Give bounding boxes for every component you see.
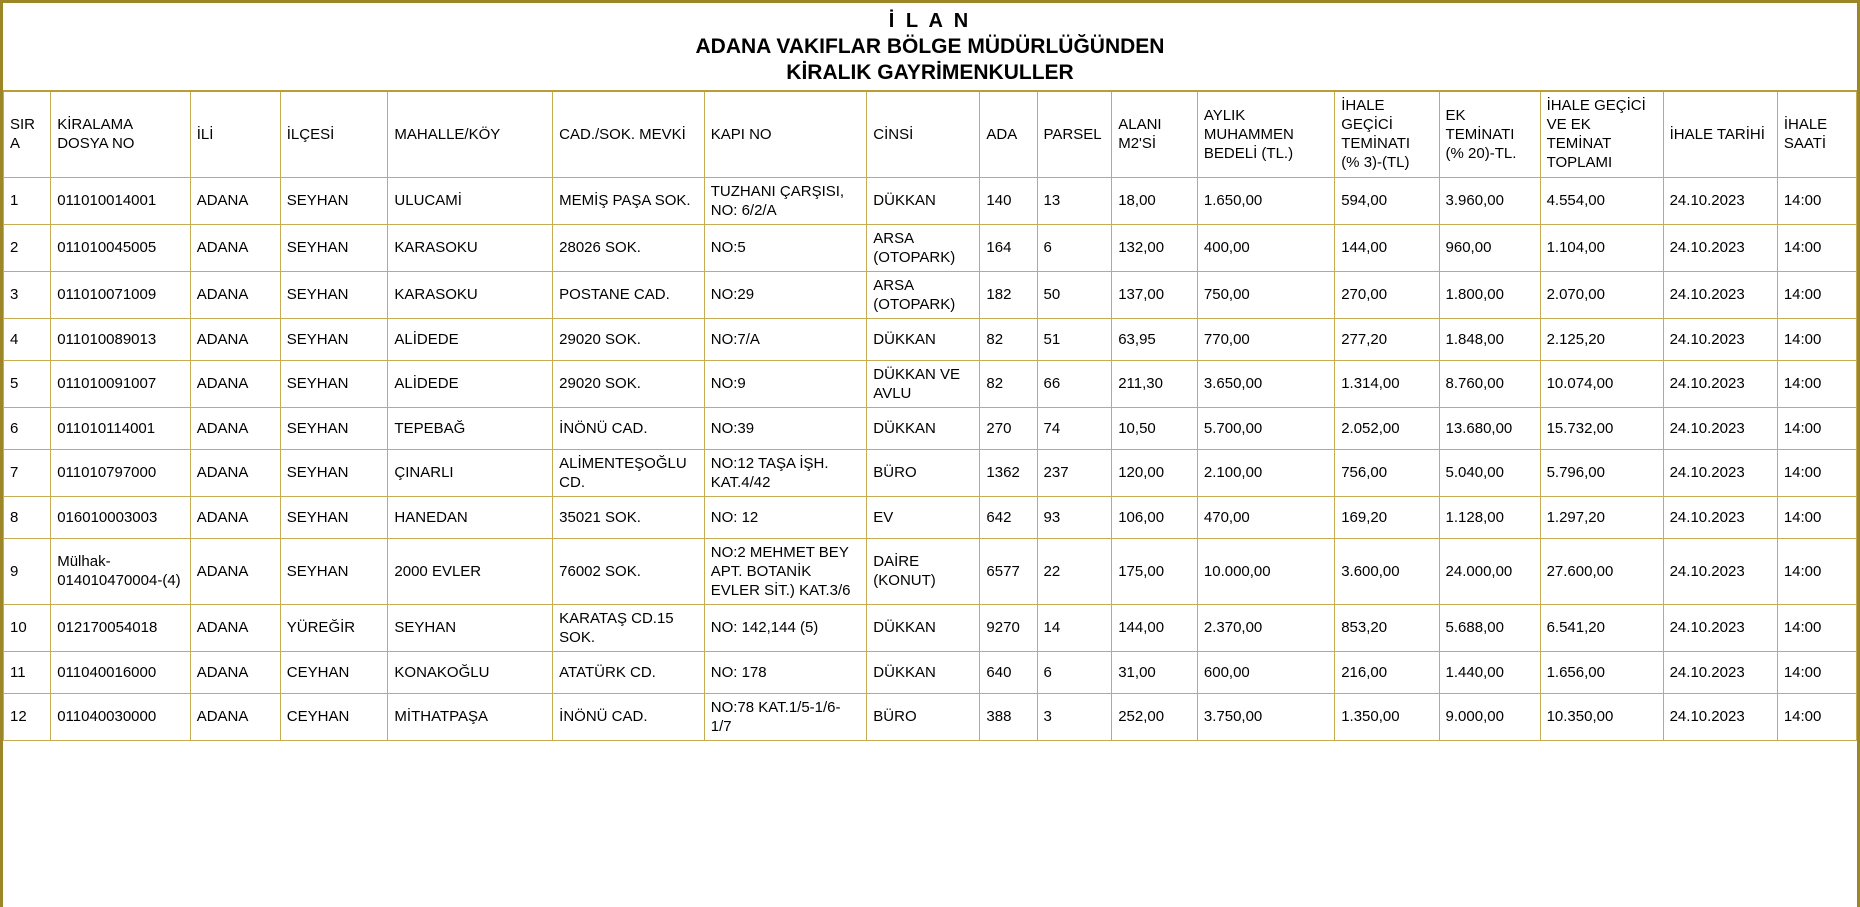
cell-mahalle: 2000 EVLER	[388, 538, 553, 604]
cell-sira: 6	[4, 407, 51, 449]
cell-ada: 164	[980, 224, 1037, 271]
cell-ihale-tarihi: 24.10.2023	[1663, 693, 1777, 740]
cell-ihale-saati: 14:00	[1777, 407, 1856, 449]
cell-gecici-teminat: 169,20	[1335, 496, 1439, 538]
cell-ihale-tarihi: 24.10.2023	[1663, 449, 1777, 496]
cell-gecici-teminat: 1.350,00	[1335, 693, 1439, 740]
cell-cinsi: DÜKKAN	[867, 651, 980, 693]
cell-sira: 4	[4, 318, 51, 360]
cell-cinsi: ARSA (OTOPARK)	[867, 224, 980, 271]
cell-cinsi: DÜKKAN	[867, 177, 980, 224]
cell-alan: 63,95	[1112, 318, 1198, 360]
cell-parsel: 14	[1037, 604, 1112, 651]
cell-alan: 211,30	[1112, 360, 1198, 407]
table-row	[4, 651, 1857, 693]
table-row	[4, 604, 1857, 651]
cell-gecici-teminat: 216,00	[1335, 651, 1439, 693]
cell-teminat-toplami: 6.541,20	[1540, 604, 1663, 651]
cell-sira: 11	[4, 651, 51, 693]
cell-parsel: 66	[1037, 360, 1112, 407]
cell-aylik-bedel: 5.700,00	[1197, 407, 1334, 449]
cell-mahalle: ULUCAMİ	[388, 177, 553, 224]
cell-parsel: 3	[1037, 693, 1112, 740]
cell-aylik-bedel: 3.650,00	[1197, 360, 1334, 407]
cell-alan: 31,00	[1112, 651, 1198, 693]
cell-gecici-teminat: 853,20	[1335, 604, 1439, 651]
cell-ilce: CEYHAN	[280, 651, 388, 693]
cell-ek-teminat: 24.000,00	[1439, 538, 1540, 604]
column-header-ek-teminat: EK TEMİNATI (% 20)-TL.	[1439, 91, 1540, 177]
cell-gecici-teminat: 594,00	[1335, 177, 1439, 224]
cell-ihale-saati: 14:00	[1777, 651, 1856, 693]
cell-ek-teminat: 960,00	[1439, 224, 1540, 271]
cell-cadde: İNÖNÜ CAD.	[553, 407, 705, 449]
cell-aylik-bedel: 600,00	[1197, 651, 1334, 693]
cell-sira: 3	[4, 271, 51, 318]
cell-mahalle: ALİDEDE	[388, 360, 553, 407]
listing-table-wrapper	[3, 90, 1857, 907]
cell-kapi-no: TUZHANI ÇARŞISI, NO: 6/2/A	[704, 177, 867, 224]
cell-ilce: YÜREĞİR	[280, 604, 388, 651]
cell-ilce: SEYHAN	[280, 538, 388, 604]
cell-teminat-toplami: 4.554,00	[1540, 177, 1663, 224]
cell-parsel: 237	[1037, 449, 1112, 496]
cell-sira: 5	[4, 360, 51, 407]
cell-gecici-teminat: 3.600,00	[1335, 538, 1439, 604]
cell-dosya-no: 011010045005	[51, 224, 190, 271]
cell-ihale-saati: 14:00	[1777, 177, 1856, 224]
cell-kapi-no: NO: 12	[704, 496, 867, 538]
cell-il: ADANA	[190, 449, 280, 496]
column-header-cinsi: CİNSİ	[867, 91, 980, 177]
cell-aylik-bedel: 750,00	[1197, 271, 1334, 318]
table-row	[4, 177, 1857, 224]
cell-ihale-tarihi: 24.10.2023	[1663, 177, 1777, 224]
cell-ilce: SEYHAN	[280, 449, 388, 496]
cell-teminat-toplami: 2.070,00	[1540, 271, 1663, 318]
cell-ihale-saati: 14:00	[1777, 496, 1856, 538]
cell-cinsi: DÜKKAN	[867, 407, 980, 449]
cell-il: ADANA	[190, 224, 280, 271]
cell-mahalle: ALİDEDE	[388, 318, 553, 360]
cell-kapi-no: NO:9	[704, 360, 867, 407]
cell-ilce: SEYHAN	[280, 496, 388, 538]
cell-gecici-teminat: 144,00	[1335, 224, 1439, 271]
table-row	[4, 360, 1857, 407]
cell-ada: 388	[980, 693, 1037, 740]
cell-aylik-bedel: 470,00	[1197, 496, 1334, 538]
cell-ihale-saati: 14:00	[1777, 693, 1856, 740]
cell-il: ADANA	[190, 177, 280, 224]
cell-mahalle: KARASOKU	[388, 224, 553, 271]
table-row	[4, 496, 1857, 538]
cell-mahalle: KONAKOĞLU	[388, 651, 553, 693]
cell-il: ADANA	[190, 693, 280, 740]
cell-ilce: SEYHAN	[280, 407, 388, 449]
cell-ek-teminat: 13.680,00	[1439, 407, 1540, 449]
cell-ada: 9270	[980, 604, 1037, 651]
cell-parsel: 74	[1037, 407, 1112, 449]
table-row	[4, 224, 1857, 271]
cell-teminat-toplami: 1.104,00	[1540, 224, 1663, 271]
cell-teminat-toplami: 10.350,00	[1540, 693, 1663, 740]
cell-cadde: 76002 SOK.	[553, 538, 705, 604]
cell-ilce: SEYHAN	[280, 177, 388, 224]
cell-ilce: SEYHAN	[280, 360, 388, 407]
cell-cinsi: DÜKKAN	[867, 604, 980, 651]
cell-parsel: 6	[1037, 224, 1112, 271]
cell-mahalle: MİTHATPAŞA	[388, 693, 553, 740]
page-title: İ L A N	[888, 10, 972, 32]
cell-mahalle: KARASOKU	[388, 271, 553, 318]
cell-mahalle: ÇINARLI	[388, 449, 553, 496]
cell-kapi-no: NO:5	[704, 224, 867, 271]
column-header-alan: ALANI M2'Sİ	[1112, 91, 1198, 177]
table-body	[4, 177, 1857, 740]
cell-parsel: 51	[1037, 318, 1112, 360]
cell-ek-teminat: 1.848,00	[1439, 318, 1540, 360]
cell-ihale-saati: 14:00	[1777, 604, 1856, 651]
cell-alan: 10,50	[1112, 407, 1198, 449]
cell-mahalle: HANEDAN	[388, 496, 553, 538]
cell-teminat-toplami: 15.732,00	[1540, 407, 1663, 449]
cell-kapi-no: NO:78 KAT.1/5-1/6-1/7	[704, 693, 867, 740]
cell-teminat-toplami: 27.600,00	[1540, 538, 1663, 604]
cell-alan: 106,00	[1112, 496, 1198, 538]
cell-ihale-tarihi: 24.10.2023	[1663, 224, 1777, 271]
cell-dosya-no: 011010114001	[51, 407, 190, 449]
document-title-block	[3, 3, 1857, 90]
cell-ek-teminat: 5.688,00	[1439, 604, 1540, 651]
listing-table	[3, 90, 1857, 741]
cell-cadde: 29020 SOK.	[553, 318, 705, 360]
cell-teminat-toplami: 1.656,00	[1540, 651, 1663, 693]
column-header-cadde: CAD./SOK. MEVKİ	[553, 91, 705, 177]
cell-sira: 8	[4, 496, 51, 538]
column-header-teminat-toplami: İHALE GEÇİCİ VE EK TEMİNAT TOPLAMI	[1540, 91, 1663, 177]
cell-cadde: MEMİŞ PAŞA SOK.	[553, 177, 705, 224]
cell-alan: 132,00	[1112, 224, 1198, 271]
cell-ihale-tarihi: 24.10.2023	[1663, 407, 1777, 449]
cell-cinsi: ARSA (OTOPARK)	[867, 271, 980, 318]
cell-ada: 270	[980, 407, 1037, 449]
cell-ek-teminat: 5.040,00	[1439, 449, 1540, 496]
cell-ilce: CEYHAN	[280, 693, 388, 740]
cell-gecici-teminat: 756,00	[1335, 449, 1439, 496]
cell-kapi-no: NO:7/A	[704, 318, 867, 360]
column-header-ilce: İLÇESİ	[280, 91, 388, 177]
cell-cadde: KARATAŞ CD.15 SOK.	[553, 604, 705, 651]
cell-sira: 12	[4, 693, 51, 740]
column-header-dosya-no: KİRALAMA DOSYA NO	[51, 91, 190, 177]
cell-dosya-no: 011040030000	[51, 693, 190, 740]
cell-kapi-no: NO: 142,144 (5)	[704, 604, 867, 651]
cell-dosya-no: 011010014001	[51, 177, 190, 224]
cell-sira: 1	[4, 177, 51, 224]
cell-aylik-bedel: 770,00	[1197, 318, 1334, 360]
column-header-sira: SIRA	[4, 91, 51, 177]
cell-ada: 640	[980, 651, 1037, 693]
table-row	[4, 538, 1857, 604]
cell-cinsi: DÜKKAN	[867, 318, 980, 360]
cell-sira: 10	[4, 604, 51, 651]
cell-ihale-saati: 14:00	[1777, 538, 1856, 604]
cell-cadde: 35021 SOK.	[553, 496, 705, 538]
cell-aylik-bedel: 10.000,00	[1197, 538, 1334, 604]
cell-ek-teminat: 3.960,00	[1439, 177, 1540, 224]
cell-aylik-bedel: 2.370,00	[1197, 604, 1334, 651]
cell-ihale-tarihi: 24.10.2023	[1663, 271, 1777, 318]
cell-ihale-tarihi: 24.10.2023	[1663, 604, 1777, 651]
cell-mahalle: SEYHAN	[388, 604, 553, 651]
cell-ihale-saati: 14:00	[1777, 224, 1856, 271]
cell-teminat-toplami: 10.074,00	[1540, 360, 1663, 407]
cell-ek-teminat: 9.000,00	[1439, 693, 1540, 740]
cell-aylik-bedel: 400,00	[1197, 224, 1334, 271]
cell-cinsi: BÜRO	[867, 449, 980, 496]
cell-sira: 9	[4, 538, 51, 604]
cell-gecici-teminat: 270,00	[1335, 271, 1439, 318]
cell-dosya-no: 011010797000	[51, 449, 190, 496]
column-header-parsel: PARSEL	[1037, 91, 1112, 177]
cell-ada: 140	[980, 177, 1037, 224]
column-header-kapi-no: KAPI NO	[704, 91, 867, 177]
cell-ek-teminat: 8.760,00	[1439, 360, 1540, 407]
cell-il: ADANA	[190, 604, 280, 651]
cell-cadde: İNÖNÜ CAD.	[553, 693, 705, 740]
cell-kapi-no: NO: 178	[704, 651, 867, 693]
cell-parsel: 50	[1037, 271, 1112, 318]
cell-alan: 137,00	[1112, 271, 1198, 318]
cell-ihale-tarihi: 24.10.2023	[1663, 651, 1777, 693]
cell-cinsi: EV	[867, 496, 980, 538]
cell-teminat-toplami: 2.125,20	[1540, 318, 1663, 360]
cell-parsel: 13	[1037, 177, 1112, 224]
cell-teminat-toplami: 5.796,00	[1540, 449, 1663, 496]
column-header-aylik-bedel: AYLIK MUHAMMEN BEDELİ (TL.)	[1197, 91, 1334, 177]
column-header-mahalle: MAHALLE/KÖY	[388, 91, 553, 177]
cell-ihale-tarihi: 24.10.2023	[1663, 538, 1777, 604]
cell-aylik-bedel: 1.650,00	[1197, 177, 1334, 224]
cell-ek-teminat: 1.128,00	[1439, 496, 1540, 538]
cell-ada: 642	[980, 496, 1037, 538]
cell-dosya-no: 011010071009	[51, 271, 190, 318]
cell-dosya-no: 011010091007	[51, 360, 190, 407]
cell-cadde: 29020 SOK.	[553, 360, 705, 407]
cell-alan: 252,00	[1112, 693, 1198, 740]
cell-aylik-bedel: 2.100,00	[1197, 449, 1334, 496]
cell-il: ADANA	[190, 318, 280, 360]
cell-parsel: 6	[1037, 651, 1112, 693]
column-header-il: İLİ	[190, 91, 280, 177]
cell-il: ADANA	[190, 651, 280, 693]
cell-ihale-saati: 14:00	[1777, 449, 1856, 496]
cell-cadde: 28026 SOK.	[553, 224, 705, 271]
cell-ilce: SEYHAN	[280, 224, 388, 271]
cell-cinsi: DÜKKAN VE AVLU	[867, 360, 980, 407]
cell-ada: 182	[980, 271, 1037, 318]
cell-kapi-no: NO:12 TAŞA İŞH. KAT.4/42	[704, 449, 867, 496]
table-header-row	[4, 91, 1857, 177]
cell-ek-teminat: 1.800,00	[1439, 271, 1540, 318]
cell-sira: 2	[4, 224, 51, 271]
cell-cinsi: DAİRE (KONUT)	[867, 538, 980, 604]
column-header-ada: ADA	[980, 91, 1037, 177]
cell-dosya-no: 016010003003	[51, 496, 190, 538]
cell-dosya-no: 011010089013	[51, 318, 190, 360]
cell-mahalle: TEPEBAĞ	[388, 407, 553, 449]
table-header	[4, 91, 1857, 177]
column-header-gecici-teminat: İHALE GEÇİCİ TEMİNATI (% 3)-(TL)	[1335, 91, 1439, 177]
cell-dosya-no: Mülhak-014010470004-(4)	[51, 538, 190, 604]
cell-gecici-teminat: 2.052,00	[1335, 407, 1439, 449]
cell-ihale-saati: 14:00	[1777, 271, 1856, 318]
cell-teminat-toplami: 1.297,20	[1540, 496, 1663, 538]
cell-kapi-no: NO:39	[704, 407, 867, 449]
cell-il: ADANA	[190, 538, 280, 604]
page-subtitle-authority: ADANA VAKIFLAR BÖLGE MÜDÜRLÜĞÜNDEN	[695, 35, 1165, 58]
cell-il: ADANA	[190, 407, 280, 449]
cell-cinsi: BÜRO	[867, 693, 980, 740]
cell-alan: 144,00	[1112, 604, 1198, 651]
cell-ihale-saati: 14:00	[1777, 360, 1856, 407]
cell-cadde: ALİMENTEŞOĞLU CD.	[553, 449, 705, 496]
cell-ihale-tarihi: 24.10.2023	[1663, 496, 1777, 538]
cell-kapi-no: NO:2 MEHMET BEY APT. BOTANİK EVLER SİT.) KAT.3/6	[704, 538, 867, 604]
column-header-ihale-tarihi: İHALE TARİHİ	[1663, 91, 1777, 177]
table-row	[4, 318, 1857, 360]
table-row	[4, 407, 1857, 449]
cell-ihale-tarihi: 24.10.2023	[1663, 360, 1777, 407]
cell-alan: 175,00	[1112, 538, 1198, 604]
cell-ek-teminat: 1.440,00	[1439, 651, 1540, 693]
column-header-ihale-saati: İHALE SAATİ	[1777, 91, 1856, 177]
page-subtitle-subject: KİRALIK GAYRİMENKULLER	[786, 61, 1074, 84]
cell-ada: 82	[980, 360, 1037, 407]
cell-aylik-bedel: 3.750,00	[1197, 693, 1334, 740]
cell-alan: 18,00	[1112, 177, 1198, 224]
cell-dosya-no: 011040016000	[51, 651, 190, 693]
cell-il: ADANA	[190, 360, 280, 407]
cell-ihale-tarihi: 24.10.2023	[1663, 318, 1777, 360]
table-row	[4, 271, 1857, 318]
cell-ilce: SEYHAN	[280, 271, 388, 318]
cell-sira: 7	[4, 449, 51, 496]
cell-parsel: 22	[1037, 538, 1112, 604]
cell-dosya-no: 012170054018	[51, 604, 190, 651]
cell-il: ADANA	[190, 271, 280, 318]
cell-cadde: ATATÜRK CD.	[553, 651, 705, 693]
cell-gecici-teminat: 1.314,00	[1335, 360, 1439, 407]
cell-alan: 120,00	[1112, 449, 1198, 496]
table-row	[4, 693, 1857, 740]
cell-kapi-no: NO:29	[704, 271, 867, 318]
table-row	[4, 449, 1857, 496]
cell-parsel: 93	[1037, 496, 1112, 538]
cell-ada: 1362	[980, 449, 1037, 496]
cell-il: ADANA	[190, 496, 280, 538]
cell-ihale-saati: 14:00	[1777, 318, 1856, 360]
cell-ada: 6577	[980, 538, 1037, 604]
cell-ilce: SEYHAN	[280, 318, 388, 360]
cell-gecici-teminat: 277,20	[1335, 318, 1439, 360]
cell-cadde: POSTANE CAD.	[553, 271, 705, 318]
cell-ada: 82	[980, 318, 1037, 360]
